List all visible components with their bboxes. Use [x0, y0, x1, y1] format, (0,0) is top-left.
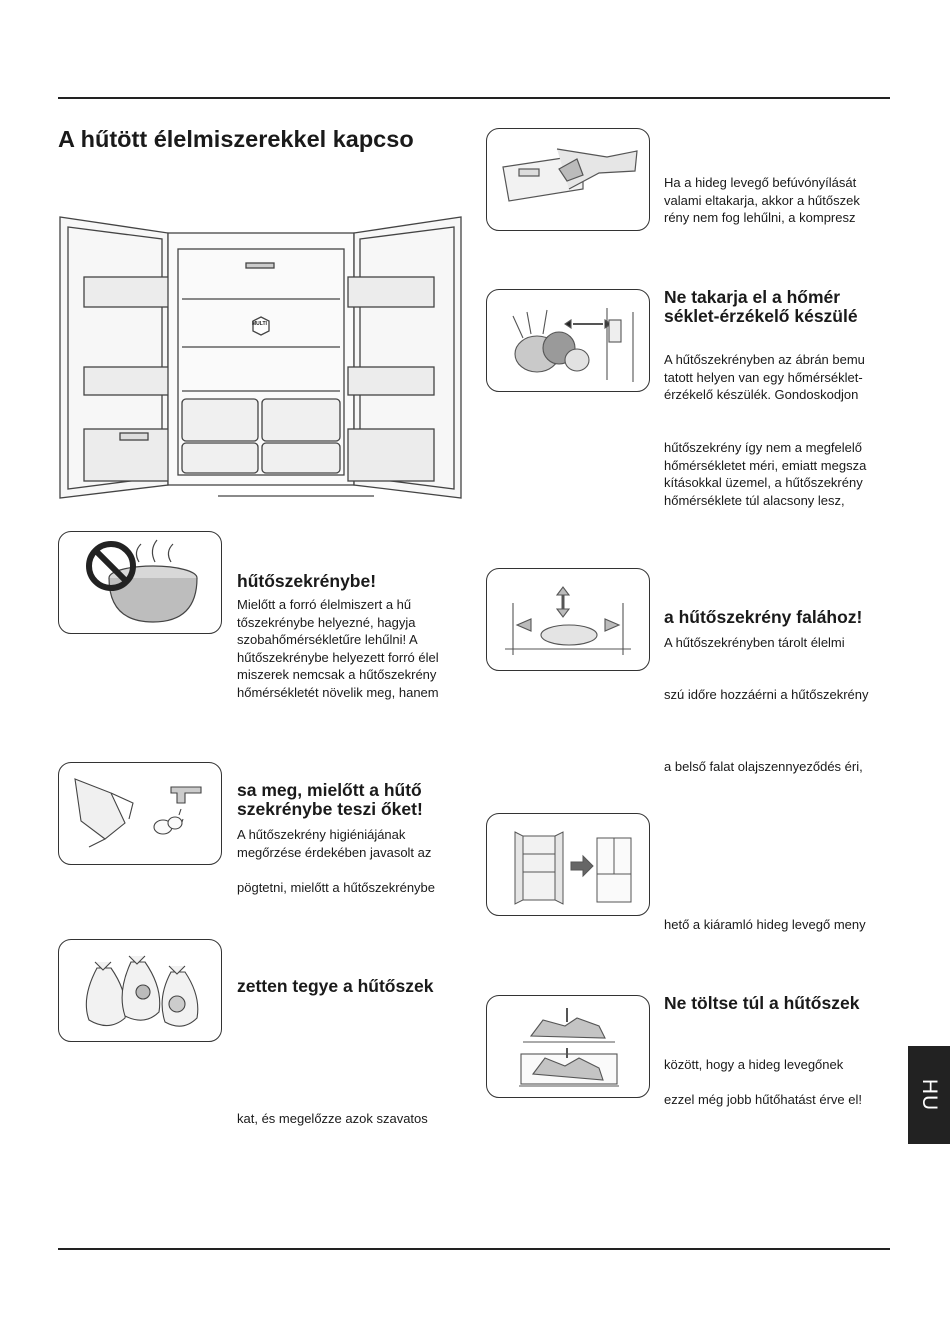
hot-food-illustration [58, 531, 222, 634]
wash-text-2: pögtetni, mielőtt a hűtőszekrénybe [237, 880, 436, 895]
wash-food-illustration [58, 762, 222, 865]
language-tab-label: HU [918, 1078, 941, 1112]
bags-text: kat, és megelőzze azok szavatos [237, 1111, 428, 1126]
food-wall-illustration [486, 568, 650, 671]
overfill-text-1: között, hogy a hideg levegőnek [664, 1057, 844, 1072]
fridge-illustration [58, 215, 463, 500]
wall-text-3: a belső falat olajszennyeződés éri, [664, 759, 863, 774]
bagged-food-illustration [58, 939, 222, 1042]
air-vent-illustration [486, 128, 650, 231]
wall-heading: a hűtőszekrény falához! [664, 607, 863, 627]
door-text: hető a kiáramló hideg levegő meny [664, 917, 866, 932]
wall-text-2: szú időre hozzáérni a hűtőszekrény [664, 687, 869, 702]
wall-text-1: A hűtőszekrényben tárolt élelmi [664, 635, 845, 650]
bottom-rule [58, 1248, 890, 1250]
page-title: A hűtött élelmiszerekkel kapcso [58, 126, 414, 152]
sensor-text-b: hűtőszekrény így nem a megfelelő hőmérsékletet méri, emiatt megsza kításokkal üzemel, a hűtőszekrény hőmérséklete túl alacsony lesz, [664, 440, 867, 508]
overfill-text-2: ezzel még jobb hűtőhatást érve el! [664, 1092, 863, 1107]
wash-text: A hűtőszekrény higiéniájának megőrzése érdekében javasolt az [237, 827, 432, 860]
temperature-sensor-illustration [486, 289, 650, 392]
overfill-heading: Ne töltse túl a hűtőszek [664, 993, 860, 1013]
hot-food-text: Mielőtt a forró élelmiszert a hű tőszekrénybe helyezné, hagyja szobahőmérsékletűre lehűlni! A hűtőszekrénybe helyezett forró élel miszerek nemcsak a hűtőszekrény hőmérsékletét növelik meg, hanem [237, 597, 439, 700]
language-tab [908, 1046, 950, 1144]
top-rule [58, 97, 890, 99]
hot-food-heading: hűtőszekrénybe! [237, 571, 377, 591]
multi-air-flow-label: MULTI [252, 321, 267, 327]
airflow-text: Ha a hideg levegő befúvónyílását valami eltakarja, akkor a hűtőszek rény nem fog lehűlni, a kompresz [664, 175, 860, 226]
sensor-heading: Ne takarja el a hőmér séklet-érzékelő készülé [664, 287, 858, 326]
wash-heading: sa meg, mielőtt a hűtő szekrénybe teszi őket! [237, 780, 423, 819]
door-open-illustration [486, 813, 650, 916]
sensor-text-a: A hűtőszekrényben az ábrán bemu tatott helyen van egy hőmérséklet- érzékelő készülék. Gondoskodjon [664, 352, 865, 403]
overfill-illustration [486, 995, 650, 1098]
bags-heading: zetten tegye a hűtőszek [237, 976, 434, 996]
